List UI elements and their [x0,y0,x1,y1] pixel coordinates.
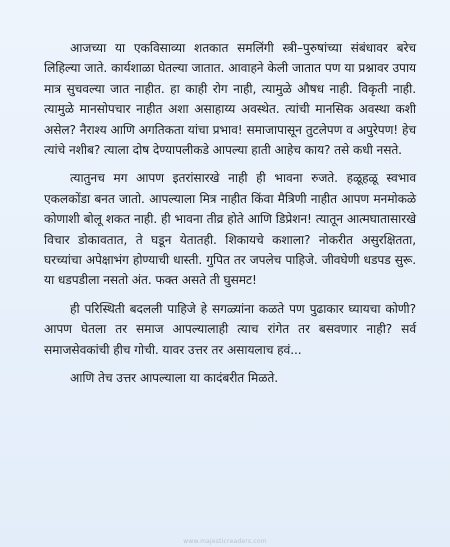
paragraph-4: आणि तेच उत्तर आपल्याला या कादंबरीत मिळते. [70,371,279,386]
paragraph-2: त्यातुनच मग आपण इतरांसारखे नाही ही भावना रुजते. हळूहळू स्वभाव एकलकोंडा बनत जातो. आपल्याला मित्र नाहीत किंवा मैत्रिणी नाहीत आपण मनमोकळे कोणाशी बोलू शकत नाही. ही भावना तीव्र होते आणि डिप्रेशन! त्यातून आत्मघातासारखे विचार डोकावतात, ते घडून येतातही. शिकायचे कशाला? नोकरीत असुरक्षितता, घरच्यांचा अपेक्षाभंग होण्याची धास्ती. गुपित तर जपलेच पाहिजे. जीवघेणी धडपड सुरू. या धडपडीला नसतो अंत. फक्त असते ती घुसमट! [44,171,416,288]
paragraph-1: आजच्या या एकविसाव्या शतकात समलिंगी स्त्री–पुरुषांच्या संबंधावर बरेच लिहिल्या जाते. कार्यशाळा घेतल्या जातात. आवाहने केली जातात पण या प्रश्नावर उपाय मात्र सुचवल्या जात नाहीत. हा काही रोग नाही, त्यामुळे औषध नाही. विकृती नाही. त्यामुळे मानसोपचार नाहीत अशा असाहाय्य अवस्थेत. त्यांची मानसिक अवस्था कशी असेल? नैराश्य आणि अगतिकता यांचा प्रभाव! समाजापासून तुटलेपण व अपुरेपण! हेच त्यांचे नशीब? त्याला दोष देण्यापलीकडे आपल्या हाती आहेच काय? तसे कधी नसते. [44,41,416,158]
page-text-block [44,38,416,389]
paragraph-3: ही परिस्थिती बदलली पाहिजे हे सगळ्यांना कळते पण पुढाकार घ्यायचा कोणी? आपण घेतला तर समाज आपल्यालाही त्याच रांगेत तर बसवणार नाही? सर्व समाजसेवकांची हीच गोची. यावर उत्तर तर असायलाच हवं... [44,301,416,357]
watermark-text: www.majesticreaders.com [183,538,267,545]
